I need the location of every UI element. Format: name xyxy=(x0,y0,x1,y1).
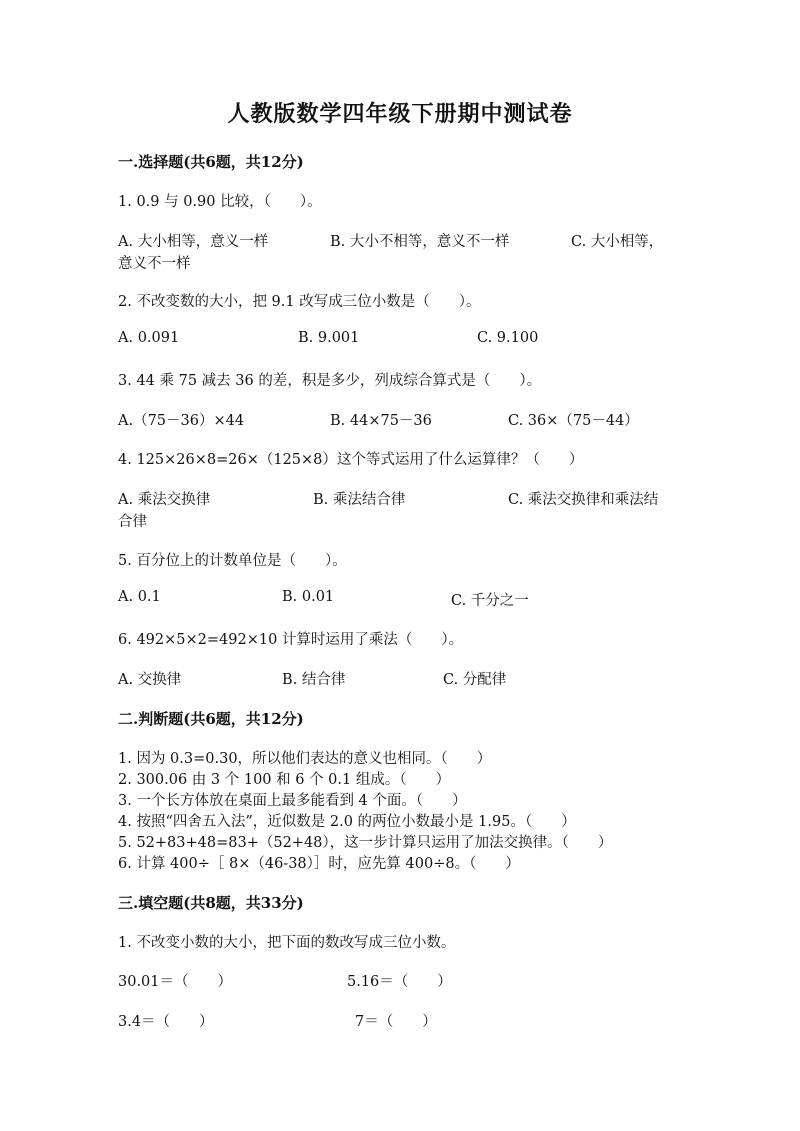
judge-item: 6. 计算 400÷［ 8×（46-38）］时，应先算 400÷8。（ ） xyxy=(118,856,520,872)
option-b: B. 9.001 xyxy=(298,330,360,346)
judge-item: 2. 300.06 由 3 个 100 和 6 个 0.1 组成。（ ） xyxy=(118,772,451,788)
option-c-wrap: 意义不一样 xyxy=(118,256,191,272)
option-c: C. 分配律 xyxy=(443,672,507,688)
judge-item: 1. 因为 0.3=0.30，所以他们表达的意义也相同。（ ） xyxy=(118,751,492,767)
option-c: C. 36×（75－44） xyxy=(508,413,639,429)
option-c: C. 大小相等， xyxy=(571,234,664,250)
question-stem: 4. 125×26×8=26×（125×8）这个等式运用了什么运算律？（ ） xyxy=(118,452,584,468)
question-stem: 5. 百分位上的计数单位是（ ）。 xyxy=(118,553,347,569)
fill-blank: 3.4＝（ ） xyxy=(118,1014,214,1030)
section-heading-choice: 一.选择题(共6题，共12分) xyxy=(118,153,304,171)
question-stem: 2. 不改变数的大小，把 9.1 改写成三位小数是（ ）。 xyxy=(118,294,481,310)
fill-blank: 5.16＝（ ） xyxy=(347,974,452,990)
page-title: 人教版数学四年级下册期中测试卷 xyxy=(227,101,573,127)
question-stem: 3. 44 乘 75 减去 36 的差，积是多少，列成综合算式是（ ）。 xyxy=(118,373,542,389)
judge-item: 3. 一个长方体放在桌面上最多能看到 4 个面。（ ） xyxy=(118,793,467,809)
judge-item: 4. 按照“四舍五入法”，近似数是 2.0 的两位小数最小是 1.95。（ ） xyxy=(118,814,576,830)
option-c: C. 千分之一 xyxy=(451,593,529,609)
question-stem: 1. 不改变小数的大小，把下面的数改写成三位小数。 xyxy=(118,935,456,951)
option-b: B. 结合律 xyxy=(282,672,346,688)
section-heading-judge: 二.判断题(共6题，共12分) xyxy=(118,710,304,728)
option-b: B. 0.01 xyxy=(282,589,335,605)
option-a: A. 大小相等，意义一样 xyxy=(118,234,269,250)
judge-item: 5. 52+83+48=83+（52+48），这一步计算只运用了加法交换律。（ ） xyxy=(118,835,613,851)
option-c: C. 9.100 xyxy=(477,330,539,346)
option-b: B. 44×75－36 xyxy=(330,413,432,429)
option-a: A. 0.091 xyxy=(118,330,180,346)
option-a: A. 0.1 xyxy=(118,589,161,605)
fill-blank: 7＝（ ） xyxy=(355,1014,437,1030)
question-stem: 6. 492×5×2=492×10 计算时运用了乘法（ ）。 xyxy=(118,632,464,648)
option-c: C. 乘法交换律和乘法结 xyxy=(508,492,659,508)
option-a: A.（75－36）×44 xyxy=(118,413,245,429)
option-a: A. 交换律 xyxy=(118,672,182,688)
section-heading-fill: 三.填空题(共8题，共33分) xyxy=(118,894,304,912)
question-stem: 1. 0.9 与 0.90 比较，（ ）。 xyxy=(118,194,322,210)
option-a: A. 乘法交换律 xyxy=(118,492,211,508)
option-c-wrap: 合律 xyxy=(118,514,147,530)
fill-blank: 30.01＝（ ） xyxy=(118,974,233,990)
option-b: B. 乘法结合律 xyxy=(313,492,406,508)
option-b: B. 大小不相等，意义不一样 xyxy=(330,234,510,250)
